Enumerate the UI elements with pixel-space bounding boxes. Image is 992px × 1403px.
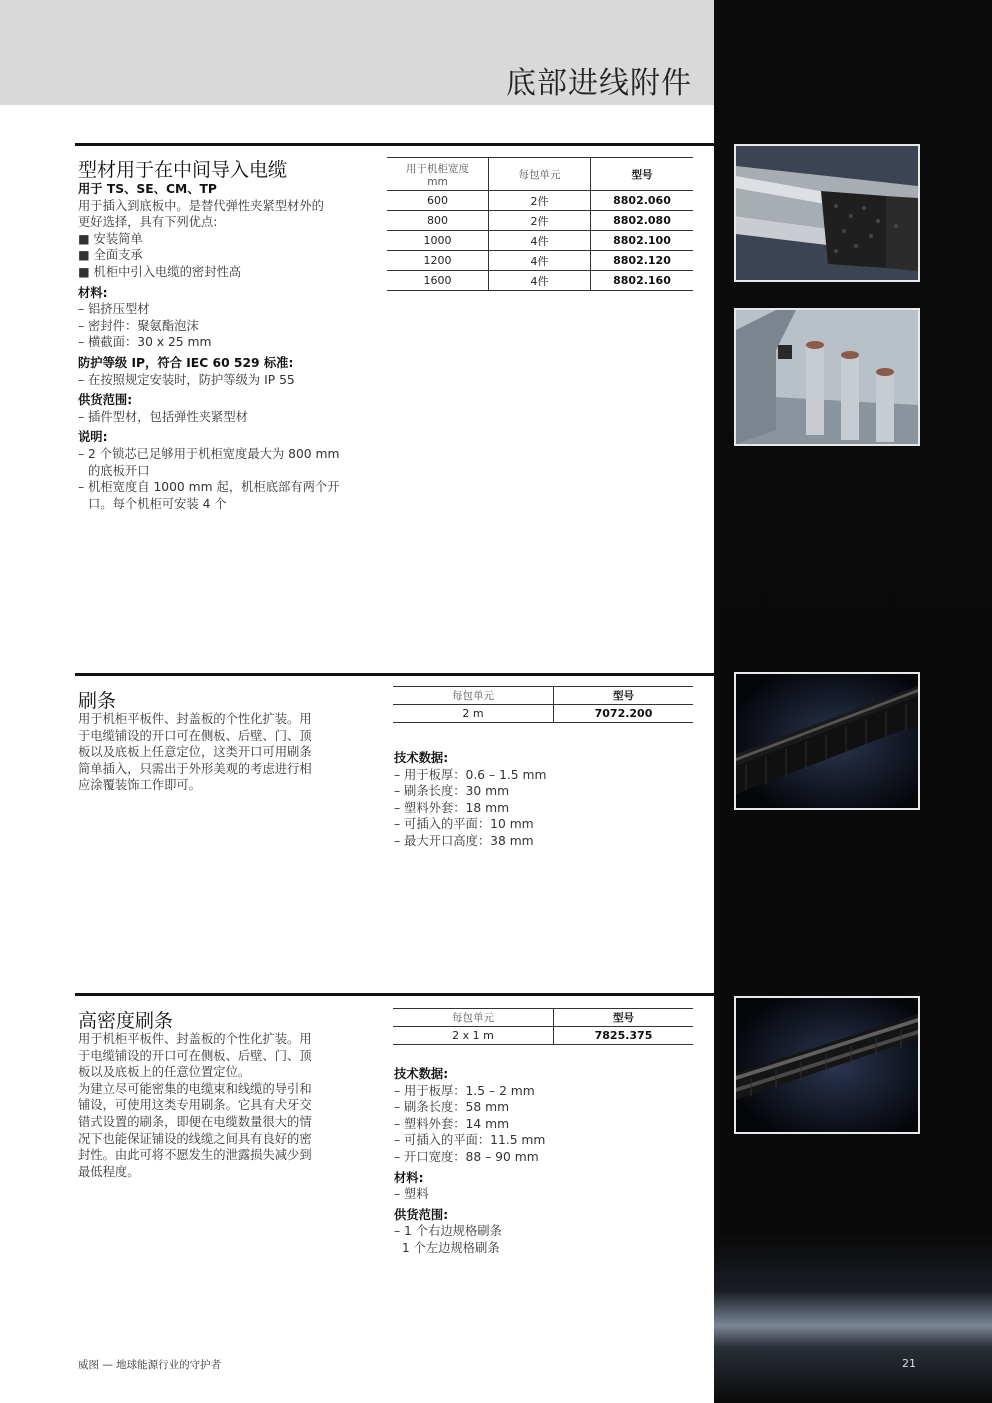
table-row xyxy=(387,251,693,271)
order-table xyxy=(387,157,693,291)
section-divider xyxy=(75,673,714,676)
cell-pack: 4件 xyxy=(489,271,591,291)
material-heading: 材料: xyxy=(394,1170,424,1185)
bullet-item: ■ 机柜中引入电缆的密封性高 xyxy=(78,264,242,279)
order-table xyxy=(393,686,693,723)
material-item: – 横截面：30 x 25 mm xyxy=(78,335,212,350)
applies-to: 用于 TS、SE、CM、TP xyxy=(78,182,217,196)
brush-strip-photo xyxy=(734,672,920,810)
profile-photo xyxy=(734,144,920,282)
brush-strip-image xyxy=(736,674,918,808)
col-header-pack: 每包单元 xyxy=(393,1009,554,1027)
desc-line: 用于机柜平板件、封盖板的个性化扩装。用 xyxy=(78,712,312,726)
note-item-cont: 的底板开口 xyxy=(88,463,150,478)
bullet-item: ■ 安装简单 xyxy=(78,231,143,246)
col-header-model: 型号 xyxy=(554,1009,694,1027)
tech-item: – 用于板厚：0.6 – 1.5 mm xyxy=(394,767,547,782)
col-header-width xyxy=(387,158,489,191)
table-row xyxy=(387,191,693,211)
cable-entry-photo xyxy=(734,308,920,446)
cell-model: 8802.120 xyxy=(591,251,694,271)
table-row xyxy=(387,271,693,291)
tech-item: – 刷条长度：58 mm xyxy=(394,1100,510,1115)
cell-model: 8802.160 xyxy=(591,271,694,291)
table-row xyxy=(387,231,693,251)
supply-heading: 供货范围: xyxy=(394,1207,449,1222)
cell-width: 600 xyxy=(387,191,489,211)
table-row xyxy=(393,1027,693,1045)
order-table xyxy=(393,1008,693,1045)
note-heading: 说明: xyxy=(78,430,108,445)
tech-item: – 可插入的平面：10 mm xyxy=(394,817,534,832)
ip-item: – 在按照规定安装时，防护等级为 IP 55 xyxy=(78,372,295,387)
page-number: 21 xyxy=(902,1357,916,1370)
table-row xyxy=(393,705,693,723)
tech-heading: 技术数据: xyxy=(394,1067,449,1081)
cell-model: 8802.080 xyxy=(591,211,694,231)
desc-line: 错式设置的刷条，即便在电缆数量很大的情 xyxy=(78,1114,312,1129)
tech-item: – 塑料外套：18 mm xyxy=(394,800,510,815)
section-title: 高密度刷条 xyxy=(78,1010,174,1032)
cell-width: 1000 xyxy=(387,231,489,251)
section-body xyxy=(78,1031,368,1180)
col-header-model: 型号 xyxy=(591,158,694,191)
high-density-brush-image xyxy=(736,998,918,1132)
intro-line: 用于插入到底板中。是替代弹性夹紧型材外的 xyxy=(78,198,324,213)
col-header-pack: 每包单元 xyxy=(489,158,591,191)
tech-item: – 最大开口高度：38 mm xyxy=(394,833,534,848)
desc-line: 为建立尽可能密集的电缆束和线缆的导引和 xyxy=(78,1081,312,1096)
footer-slogan: 威图 — 地球能源行业的守护者 xyxy=(78,1359,222,1371)
desc-line: 板以及底板上任意定位，这类开口可用刷条 xyxy=(78,745,312,760)
cell-model: 7072.200 xyxy=(554,705,694,723)
col-header-pack: 每包单元 xyxy=(393,687,554,705)
note-item-cont: 口。每个机柜可安装 4 个 xyxy=(88,496,227,511)
note-item: – 2 个锁芯已足够用于机柜宽度最大为 800 mm xyxy=(78,446,340,461)
high-density-brush-photo xyxy=(734,996,920,1134)
tech-data xyxy=(394,1066,694,1257)
tech-item: – 开口宽度：88 – 90 mm xyxy=(394,1149,539,1164)
bullet-item: ■ 全面支承 xyxy=(78,248,143,263)
tech-heading: 技术数据: xyxy=(394,751,449,765)
desc-line: 铺设，可使用这类专用刷条。它具有犬牙交 xyxy=(78,1098,312,1113)
cell-pack: 2件 xyxy=(489,191,591,211)
cell-pack: 2 m xyxy=(393,705,554,723)
ip-heading: 防护等级 IP，符合 IEC 60 529 标准: xyxy=(78,355,294,370)
cell-width: 1600 xyxy=(387,271,489,291)
cell-pack: 2 x 1 m xyxy=(393,1027,554,1045)
cell-model: 8802.100 xyxy=(591,231,694,251)
desc-line: 简单插入，只需出于外形美观的考虑进行相 xyxy=(78,761,312,776)
desc-line: 用于机柜平板件、封盖板的个性化扩装。用 xyxy=(78,1032,312,1046)
page-title: 底部进线附件 xyxy=(506,66,692,101)
cell-width: 800 xyxy=(387,211,489,231)
aluminium-profile-image xyxy=(736,146,918,280)
desc-line: 于电缆铺设的开口可在侧板、后壁、门、顶 xyxy=(78,1048,312,1063)
material-item: – 铝挤压型材 xyxy=(78,302,150,317)
tech-item: – 刷条长度：30 mm xyxy=(394,784,510,799)
supply-heading: 供货范围: xyxy=(78,393,133,408)
tech-item: – 用于板厚：1.5 – 2 mm xyxy=(394,1083,535,1098)
desc-line: 板以及底板上的任意位置定位。 xyxy=(78,1065,251,1080)
cell-model: 8802.060 xyxy=(591,191,694,211)
supply-item: – 插件型材，包括弹性夹紧型材 xyxy=(78,409,248,424)
col-header-width-line1: 用于机柜宽度 xyxy=(406,162,469,175)
section-title: 刷条 xyxy=(78,690,117,712)
material-heading: 材料: xyxy=(78,285,108,300)
material-item: – 密封件：聚氨酯泡沫 xyxy=(78,318,199,333)
cable-entry-image xyxy=(736,310,918,444)
supply-item: – 1 个右边规格刷条 xyxy=(394,1224,502,1239)
section-title: 型材用于在中间导入电缆 xyxy=(78,159,288,181)
desc-line: 封性。由此可将不愿发生的泄露损失减少到 xyxy=(78,1148,312,1163)
section-divider xyxy=(75,143,714,146)
cell-width: 1200 xyxy=(387,251,489,271)
col-header-width-line2: mm xyxy=(427,175,448,188)
desc-line: 况下也能保证铺设的线缆之间具有良好的密 xyxy=(78,1131,312,1146)
cell-pack: 4件 xyxy=(489,231,591,251)
supply-item: 1 个左边规格刷条 xyxy=(394,1240,500,1255)
desc-line: 应涂覆装饰工作即可。 xyxy=(78,778,201,793)
section-divider xyxy=(75,993,714,996)
intro-line: 更好选择，具有下列优点: xyxy=(78,215,218,230)
desc-line: 于电缆铺设的开口可在侧板、后壁、门、顶 xyxy=(78,728,312,743)
cell-pack: 4件 xyxy=(489,251,591,271)
cell-model: 7825.375 xyxy=(554,1027,694,1045)
tech-data xyxy=(394,750,694,850)
material-item: – 塑料 xyxy=(394,1187,429,1202)
section-body xyxy=(78,181,368,512)
tech-item: – 可插入的平面：11.5 mm xyxy=(394,1133,546,1148)
cell-pack: 2件 xyxy=(489,211,591,231)
table-row xyxy=(387,211,693,231)
desc-line: 最低程度。 xyxy=(78,1164,140,1179)
section-body xyxy=(78,711,368,794)
tech-item: – 塑料外套：14 mm xyxy=(394,1116,510,1131)
col-header-model: 型号 xyxy=(554,687,694,705)
note-item: – 机柜宽度自 1000 mm 起，机柜底部有两个开 xyxy=(78,480,340,495)
